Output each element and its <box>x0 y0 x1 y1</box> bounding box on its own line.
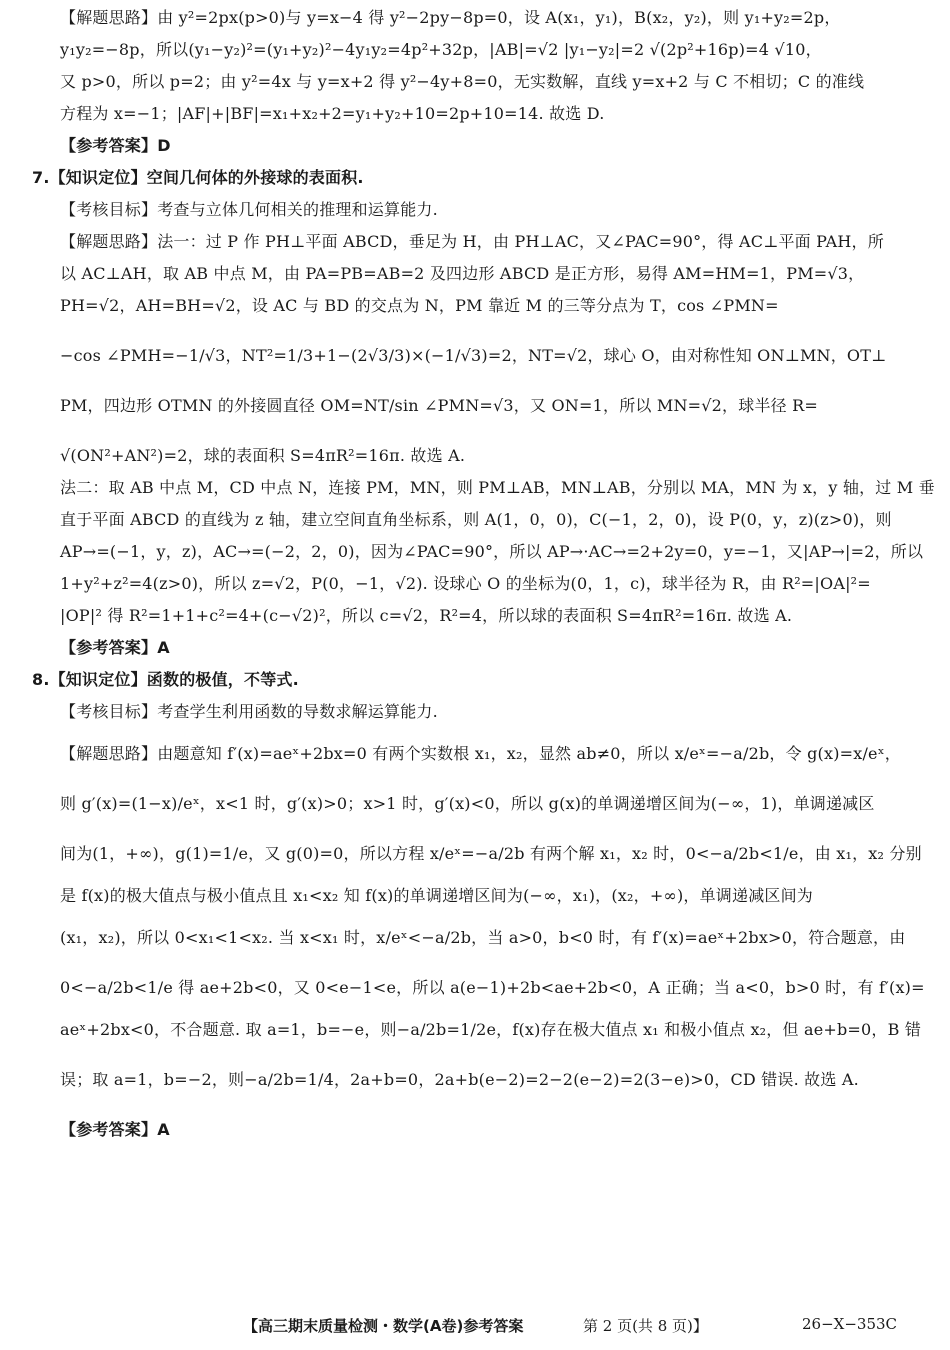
solution-text-line: aeˣ+2bx<0，不合题意. 取 a=1，b=−e，则−a/2b=1/2e，f(x)存在极大值点 x₁ 和极小值点 x₂，但 ae+b=0，B 错 <box>60 1020 922 1039</box>
reference-answer: 【参考答案】D <box>60 136 171 155</box>
page-footer <box>0 1313 950 1337</box>
solution-text-line: y₁y₂=−8p，所以(y₁−y₂)²=(y₁+y₂)²−4y₁y₂=4p²+32p，|AB|=√2 |y₁−y₂|=2 √(2p²+16p)=4 √10， <box>60 40 822 59</box>
question-7-knowledge-point: 7.【知识定位】空间几何体的外接球的表面积. <box>32 168 364 187</box>
solution-text-line: 方程为 x=−1；|AF|+|BF|=x₁+x₂+2=y₁+y₂+10=2p+10=14. 故选 D. <box>60 104 605 123</box>
solution-text-line: 【解题思路】由题意知 f′(x)=aeˣ+2bx=0 有两个实数根 x₁，x₂，显然 ab≠0，所以 x/eˣ=−a/2b，令 g(x)=x/eˣ， <box>60 744 901 763</box>
solution-text-line: 又 p>0，所以 p=2；由 y²=4x 与 y=x+2 得 y²−4y+8=0，无实数解，直线 y=x+2 与 C 不相切；C 的准线 <box>60 72 865 91</box>
reference-answer: 【参考答案】A <box>60 638 170 657</box>
solution-text-line: 【解题思路】法一：过 P 作 PH⊥平面 ABCD，垂足为 H，由 PH⊥AC，又∠PAC=90°，得 AC⊥平面 PAH，所 <box>60 232 884 251</box>
solution-text-line: AP→=(−1，y，z)，AC→=(−2，2，0)，因为∠PAC=90°，所以 AP→·AC→=2+2y=0，y=−1，又|AP→|=2，所以 <box>60 542 924 561</box>
solution-text-line: (x₁，x₂)，所以 0<x₁<1<x₂. 当 x<x₁ 时，x/eˣ<−a/2b，当 a>0，b<0 时，有 f′(x)=aeˣ+2bx>0，符合题意，由 <box>60 928 906 947</box>
solution-text-line: PM，四边形 OTMN 的外接圆直径 OM=NT/sin ∠PMN=√3，又 ON=1，所以 MN=√2，球半径 R= <box>60 396 818 415</box>
footer-document-code: 26−X−353C <box>802 1315 898 1333</box>
solution-text-line: −cos ∠PMH=−1/√3，NT²=1/3+1−(2√3/3)×(−1/√3)=2，NT=√2，球心 O，由对称性知 ON⊥MN，OT⊥ <box>60 346 887 365</box>
question-8-knowledge-point: 8.【知识定位】函数的极值，不等式. <box>32 670 299 689</box>
solution-text-line: PH=√2，AH=BH=√2，设 AC 与 BD 的交点为 N，PM 靠近 M 的三等分点为 T，cos ∠PMN= <box>60 296 779 315</box>
solution-text-line: 法二：取 AB 中点 M，CD 中点 N，连接 PM，MN，则 PM⊥AB，MN⊥AB，分别以 MA，MN 为 x，y 轴，过 M 垂 <box>60 478 935 497</box>
solution-text-line: 误；取 a=1，b=−2，则−a/2b=1/4，2a+b=0，2a+b(e−2)=2−2(e−2)=2(3−e)>0，CD 错误. 故选 A. <box>60 1070 859 1089</box>
solution-text-line: 0<−a/2b<1/e 得 ae+2b<0，又 0<e−1<e，所以 a(e−1)+2b<ae+2b<0，A 正确；当 a<0，b>0 时，有 f′(x)= <box>60 978 925 997</box>
solution-text-line: 【解题思路】由 y²=2px(p>0)与 y=x−4 得 y²−2py−8p=0，设 A(x₁，y₁)，B(x₂，y₂)，则 y₁+y₂=2p， <box>60 8 841 27</box>
solution-text-line: |OP|² 得 R²=1+1+c²=4+(c−√2)²，所以 c=√2，R²=4，所以球的表面积 S=4πR²=16π. 故选 A. <box>60 606 793 625</box>
solution-text-line: 以 AC⊥AH，取 AB 中点 M，由 PA=PB=AB=2 及四边形 ABCD 是正方形，易得 AM=HM=1，PM=√3， <box>60 264 865 283</box>
solution-text-line: 是 f(x)的极大值点与极小值点且 x₁<x₂ 知 f(x)的单调递增区间为(−∞，x₁)，(x₂，+∞)，单调递减区间为 <box>60 886 813 905</box>
assessment-goal: 【考核目标】考查与立体几何相关的推理和运算能力. <box>60 200 438 219</box>
solution-text-line: √(ON²+AN²)=2，球的表面积 S=4πR²=16π. 故选 A. <box>60 446 466 465</box>
assessment-goal: 【考核目标】考查学生利用函数的导数求解运算能力. <box>60 702 438 721</box>
footer-page-number: 第 2 页(共 8 页)】 <box>583 1317 708 1335</box>
solution-text-line: 直于平面 ABCD 的直线为 z 轴，建立空间直角坐标系，则 A(1，0，0)，C(−1，2，0)，设 P(0，y，z)(z>0)，则 <box>60 510 892 529</box>
solution-text-line: 间为(1，+∞)，g(1)=1/e，又 g(0)=0，所以方程 x/eˣ=−a/2b 有两个解 x₁，x₂ 时，0<−a/2b<1/e，由 x₁，x₂ 分别 <box>60 844 922 863</box>
solution-text-line: 1+y²+z²=4(z>0)，所以 z=√2，P(0，−1，√2). 设球心 O 的坐标为(0，1，c)，球半径为 R，由 R²=|OA|²= <box>60 574 871 593</box>
reference-answer: 【参考答案】A <box>60 1120 170 1139</box>
footer-title: 【高三期末质量检测・数学(A卷)参考答案 <box>243 1317 524 1335</box>
answer-document <box>32 8 935 1140</box>
solution-text-line: 则 g′(x)=(1−x)/eˣ，x<1 时，g′(x)>0；x>1 时，g′(x)<0，所以 g(x)的单调递增区间为(−∞，1)，单调递减区 <box>60 794 875 813</box>
